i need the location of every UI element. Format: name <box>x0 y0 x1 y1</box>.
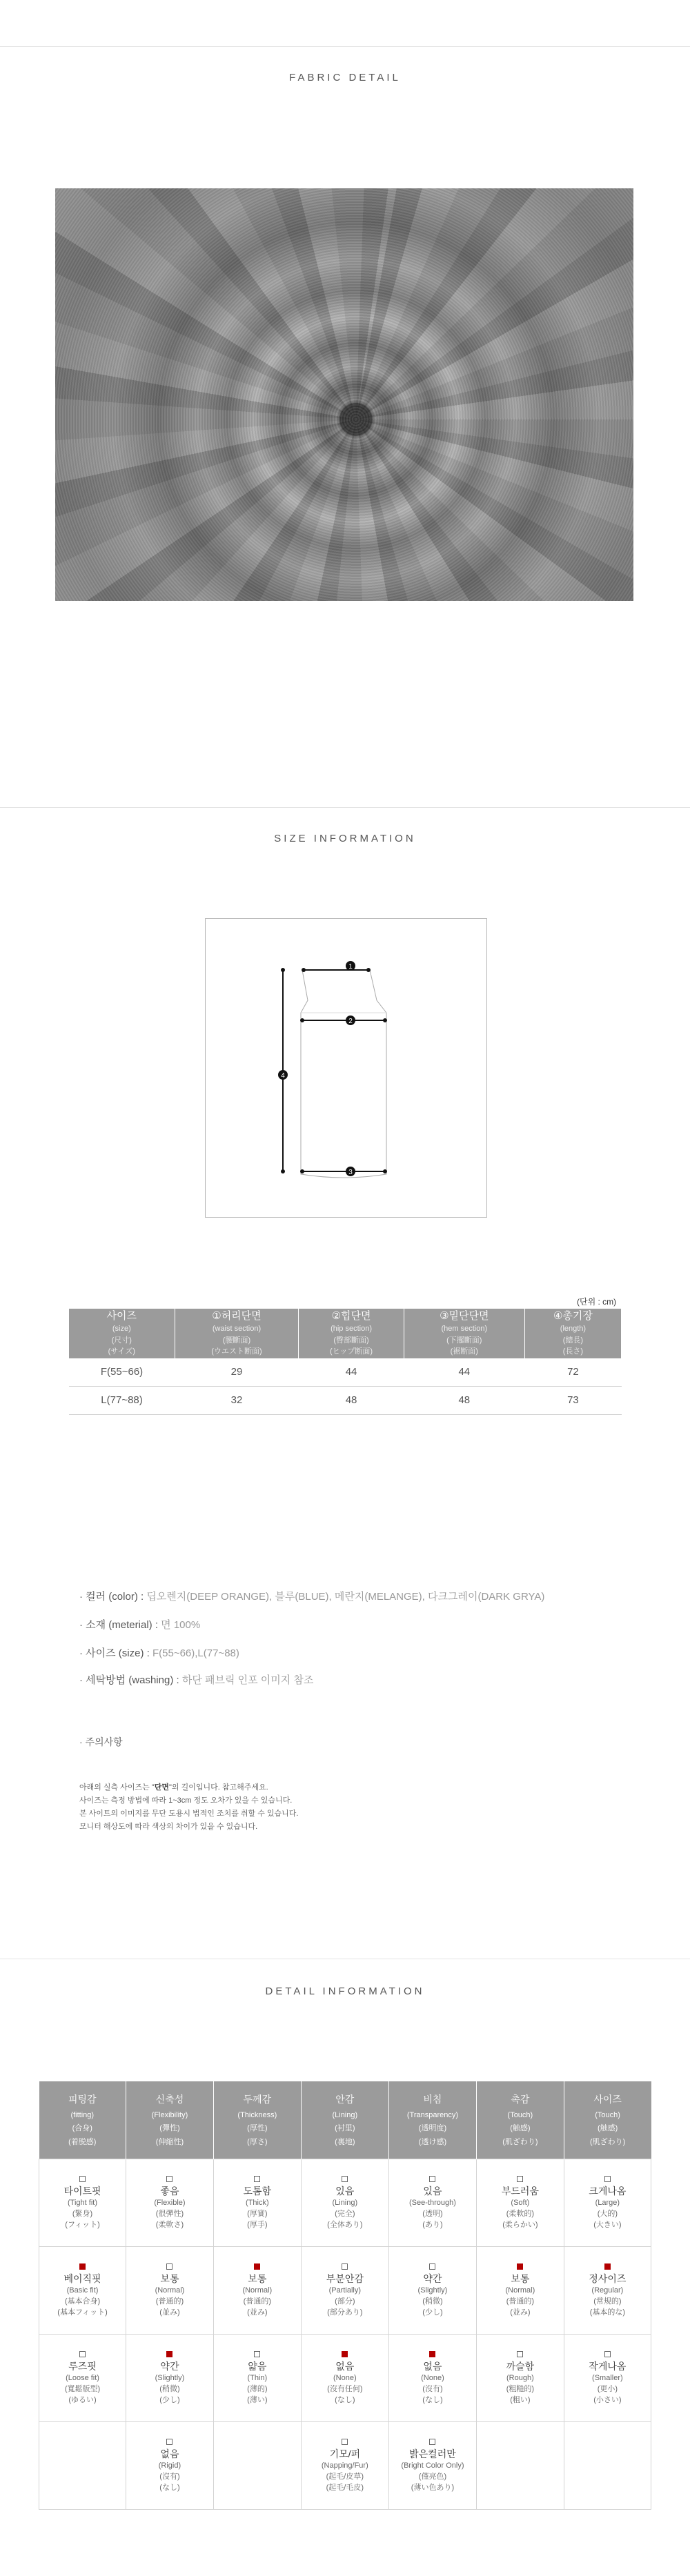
detail-option-text: (基本合身) <box>64 2297 101 2306</box>
detail-option-text: (Loose fit) <box>66 2373 99 2382</box>
detail-option-text: 있음 <box>335 2185 355 2197</box>
unchecked-box-icon <box>429 2263 435 2270</box>
checked-box-icon <box>254 2263 260 2270</box>
detail-option <box>301 2335 388 2422</box>
svg-text:4: 4 <box>281 1072 285 1080</box>
size-cell: 48 <box>299 1386 404 1414</box>
detail-option-text: 좋음 <box>160 2185 179 2197</box>
detail-option-text: 작게나옴 <box>589 2360 627 2372</box>
detail-option-text: 약간 <box>423 2272 442 2284</box>
detail-option-text: (少し) <box>422 2308 443 2317</box>
detail-option-text: 베이직핏 <box>63 2272 101 2284</box>
detail-option <box>388 2422 476 2510</box>
diagram-marker-1 <box>346 961 355 971</box>
detail-option-text: (なし) <box>335 2395 355 2404</box>
detail-option <box>213 2159 301 2247</box>
detail-option <box>301 2247 388 2335</box>
unchecked-box-icon <box>254 2176 260 2182</box>
size-cell: 32 <box>175 1386 299 1414</box>
detail-option <box>126 2422 214 2510</box>
detail-option-text: (大きい) <box>593 2220 622 2229</box>
detail-option-text: (厚實) <box>247 2209 268 2218</box>
size-header-hem: ③밑단단면 (hem section) (下擺斷面) (裾断面) <box>404 1309 524 1358</box>
detail-header-2: 두께감 (Thickness) (厚性) (厚さ) <box>213 2081 301 2159</box>
size-row <box>69 1386 622 1414</box>
detail-option-text: (常規的) <box>593 2297 622 2306</box>
detail-option-text: (完全) <box>335 2209 355 2218</box>
detail-option-text: (厚手) <box>247 2220 268 2229</box>
svg-text:1: 1 <box>348 963 353 971</box>
detail-option <box>388 2159 476 2247</box>
detail-option-text: (普通的) <box>155 2297 184 2306</box>
detail-option-text: (起毛/皮草) <box>326 2472 364 2481</box>
unchecked-box-icon <box>429 2439 435 2445</box>
detail-option-text: (普通的) <box>243 2297 271 2306</box>
detail-option-text: 도톰함 <box>243 2185 272 2197</box>
detail-option-text: (Thin) <box>247 2373 268 2382</box>
detail-header-1: 신축성 (Flexibility) (彈性) (伸縮性) <box>126 2081 214 2159</box>
detail-option-text: (稍微) <box>159 2384 180 2393</box>
detail-option-text: (部分あり) <box>327 2308 363 2317</box>
detail-option-text: (粗い) <box>510 2395 531 2404</box>
detail-option-text: (大的) <box>597 2209 618 2218</box>
detail-option <box>388 2247 476 2335</box>
size-table-header <box>69 1309 622 1358</box>
unit-label: (단위 : cm) <box>577 1297 617 1307</box>
detail-option-text: (並み) <box>247 2308 268 2317</box>
info-size: · 사이즈 (size) : F(55~66),L(77~88) <box>79 1647 239 1659</box>
notice-text: 아래의 실측 사이즈는 "단면"의 길이입니다. 참고해주세요. 사이즈는 측정 방법에 따라 1~3cm 정도 오차가 있을 수 있습니다. 본 사이트의 이미지를 무단 도용시 법적인 조치를 취할 수 있습니다. 모니터 해상도에 따라 색상의 차이가 있을 수 있습니다. <box>79 1783 299 1831</box>
detail-option-text: 타이트핏 <box>63 2185 101 2197</box>
detail-option-text: (粗糙的) <box>506 2384 535 2393</box>
detail-option <box>39 2159 126 2247</box>
detail-option-text: (なし) <box>422 2395 443 2404</box>
size-cell: 48 <box>404 1386 524 1414</box>
detail-option-text: 있음 <box>423 2185 442 2197</box>
detail-option-text: (稍微) <box>422 2297 443 2306</box>
detail-option-text: (並み) <box>510 2308 531 2317</box>
detail-option-text: (沒有任何) <box>327 2384 363 2393</box>
detail-option-text: (很彈性) <box>155 2209 184 2218</box>
detail-option <box>126 2335 214 2422</box>
detail-option <box>301 2159 388 2247</box>
divider-size <box>0 807 690 808</box>
detail-option-text: (柔らかい) <box>502 2220 538 2229</box>
detail-option-text: 까슬함 <box>506 2360 535 2372</box>
detail-row <box>39 2247 651 2335</box>
size-cell: 29 <box>175 1358 299 1386</box>
unchecked-box-icon <box>166 2263 172 2270</box>
detail-option-text: (僅亮色) <box>418 2472 447 2481</box>
detail-option <box>564 2335 651 2422</box>
detail-option-text: 보통 <box>511 2272 530 2284</box>
detail-option-text: (See-through) <box>409 2198 456 2207</box>
detail-option-text: 얇음 <box>248 2360 267 2372</box>
detail-option-text: (起毛/毛皮) <box>326 2483 364 2492</box>
detail-header-0: 피팅감 (fitting) (合身) (着脱感) <box>39 2081 126 2159</box>
unchecked-box-icon <box>79 2351 86 2357</box>
detail-option-text: (Basic fit) <box>66 2286 99 2295</box>
skirt-size-diagram <box>205 918 487 1218</box>
detail-option-text: (None) <box>421 2373 444 2382</box>
detail-information-title: DETAIL INFORMATION <box>265 1985 425 1997</box>
size-header-waist: ①허리단면 (waist section) (腰斷面) (ウエスト断面) <box>175 1309 299 1358</box>
unchecked-box-icon <box>166 2439 172 2445</box>
detail-option-text: (Flexible) <box>154 2198 186 2207</box>
detail-header-4: 비침 (Transparency) (透明度) (透け感) <box>388 2081 476 2159</box>
detail-option-text: 밝은컬러만 <box>409 2448 456 2459</box>
detail-option <box>39 2247 126 2335</box>
size-cell: L(77~88) <box>69 1386 175 1414</box>
unchecked-box-icon <box>604 2351 611 2357</box>
detail-option-text: (フィット) <box>65 2220 100 2229</box>
detail-option-text: 없음 <box>335 2360 355 2372</box>
detail-option-text: (全体あり) <box>327 2220 363 2229</box>
detail-option-text: (Soft) <box>511 2198 530 2207</box>
detail-empty-cell <box>477 2422 564 2510</box>
detail-option-text: (柔軟さ) <box>155 2220 184 2229</box>
size-header-size: 사이즈 (size) (尺寸) (サイズ) <box>69 1309 175 1358</box>
detail-option-text: (Lining) <box>332 2198 358 2207</box>
detail-option <box>126 2159 214 2247</box>
svg-text:2: 2 <box>348 1018 353 1025</box>
fabric-detail-title: FABRIC DETAIL <box>289 72 401 83</box>
checked-box-icon <box>517 2263 523 2270</box>
fabric-photo <box>55 188 633 601</box>
detail-option <box>388 2335 476 2422</box>
detail-empty-cell <box>564 2422 651 2510</box>
detail-option-text: (None) <box>333 2373 357 2382</box>
detail-option <box>564 2159 651 2247</box>
detail-row <box>39 2422 651 2510</box>
notice-title: · 주의사항 <box>79 1736 123 1747</box>
detail-option <box>564 2247 651 2335</box>
unchecked-box-icon <box>342 2176 348 2182</box>
detail-option-text: 보통 <box>248 2272 267 2284</box>
detail-option-text: (沒有) <box>422 2384 443 2393</box>
detail-option-text: 보통 <box>160 2272 179 2284</box>
detail-option-text: 부드러움 <box>501 2185 539 2197</box>
detail-option <box>39 2335 126 2422</box>
detail-header-5: 촉감 (Touch) (触感) (肌ざわり) <box>477 2081 564 2159</box>
checked-box-icon <box>429 2351 435 2357</box>
detail-empty-cell <box>213 2422 301 2510</box>
unchecked-box-icon <box>429 2176 435 2182</box>
unchecked-box-icon <box>166 2176 172 2182</box>
detail-option-text: (薄的) <box>247 2384 268 2393</box>
detail-option-text: 루즈핏 <box>68 2360 97 2372</box>
detail-option-text: (薄い) <box>247 2395 268 2404</box>
detail-option-text: (Normal) <box>155 2286 185 2295</box>
svg-text:3: 3 <box>348 1169 353 1176</box>
detail-option-text: 없음 <box>423 2360 442 2372</box>
detail-header-6: 사이즈 (Touch) (触感) (肌ざわり) <box>564 2081 651 2159</box>
unchecked-box-icon <box>79 2176 86 2182</box>
diagram-marker-4 <box>278 1070 288 1080</box>
detail-option-text: (なし) <box>159 2483 180 2492</box>
size-cell: 44 <box>404 1358 524 1386</box>
detail-option-text: (Regular) <box>591 2286 624 2295</box>
detail-option-text: (Bright Color Only) <box>401 2461 464 2470</box>
diagram-marker-3 <box>346 1167 355 1176</box>
detail-option-text: 부분안감 <box>326 2272 364 2284</box>
detail-option-text: (Normal) <box>505 2286 535 2295</box>
detail-option-text: (Rigid) <box>158 2461 181 2470</box>
detail-header-3: 안감 (Lining) (衬里) (裏地) <box>301 2081 388 2159</box>
size-row <box>69 1358 622 1386</box>
detail-option-text: (ゆるい) <box>68 2395 97 2404</box>
detail-option <box>477 2335 564 2422</box>
detail-option <box>477 2247 564 2335</box>
detail-option-text: 정사이즈 <box>589 2272 627 2284</box>
detail-option-text: (寬鬆版型) <box>64 2384 101 2393</box>
detail-row <box>39 2335 651 2422</box>
detail-table-header <box>39 2081 651 2159</box>
detail-option <box>301 2422 388 2510</box>
detail-option-text: 약간 <box>160 2360 179 2372</box>
detail-option-text: (沒有) <box>159 2472 180 2481</box>
skirt-diagram-svg <box>206 919 486 1217</box>
detail-option-text: (薄い色あり) <box>411 2483 455 2492</box>
detail-option-text: (柔軟的) <box>506 2209 535 2218</box>
detail-option-text: (部分) <box>335 2297 355 2306</box>
checked-box-icon <box>342 2351 348 2357</box>
detail-option-text: (Napping/Fur) <box>321 2461 368 2470</box>
size-information-title: SIZE INFORMATION <box>274 833 416 844</box>
detail-option <box>213 2247 301 2335</box>
size-cell: 72 <box>524 1358 621 1386</box>
size-header-hip: ②힙단면 (hip section) (臀部斷面) (ヒップ断面) <box>299 1309 404 1358</box>
detail-option-text: (並み) <box>159 2308 180 2317</box>
size-cell: F(55~66) <box>69 1358 175 1386</box>
detail-option-text: (Partially) <box>328 2286 362 2295</box>
detail-option-text: (Rough) <box>506 2373 534 2382</box>
detail-option-text: (Smaller) <box>592 2373 623 2382</box>
unchecked-box-icon <box>517 2351 523 2357</box>
info-washing: · 세탁방법 (washing) : 하단 패브릭 인포 이미지 참조 <box>79 1674 314 1686</box>
checked-box-icon <box>79 2263 86 2270</box>
size-table <box>69 1309 622 1415</box>
info-color: · 컬러 (color) : 딥오렌지(DEEP ORANGE), 블루(BLUE), 메란지(MELANGE), 다크그레이(DARK GRYA) <box>79 1591 545 1603</box>
detail-option-text: (Large) <box>595 2198 620 2207</box>
detail-option <box>213 2335 301 2422</box>
detail-option-text: (基本フィット) <box>57 2308 108 2317</box>
info-material: · 소재 (meterial) : 면 100% <box>79 1619 201 1631</box>
detail-option-text: (Tight fit) <box>68 2198 98 2207</box>
detail-option-text: (緊身) <box>72 2209 93 2218</box>
detail-option-text: (Normal) <box>242 2286 273 2295</box>
detail-option-text: (普通的) <box>506 2297 535 2306</box>
size-header-length: ④총기장 (length) (總長) (長さ) <box>524 1309 621 1358</box>
unchecked-box-icon <box>517 2176 523 2182</box>
detail-option-text: 기모/퍼 <box>329 2448 361 2459</box>
size-cell: 44 <box>299 1358 404 1386</box>
unchecked-box-icon <box>342 2263 348 2270</box>
detail-option-text: (透明) <box>422 2209 443 2218</box>
detail-option-text: 크게나옴 <box>589 2185 627 2197</box>
detail-row <box>39 2159 651 2247</box>
unchecked-box-icon <box>342 2439 348 2445</box>
unchecked-box-icon <box>254 2351 260 2357</box>
detail-option <box>126 2247 214 2335</box>
detail-option-text: (あり) <box>422 2220 443 2229</box>
diagram-marker-2 <box>346 1015 355 1025</box>
detail-option-text: (Thick) <box>246 2198 269 2207</box>
detail-option-text: (更小) <box>597 2384 618 2393</box>
size-cell: 73 <box>524 1386 621 1414</box>
unchecked-box-icon <box>604 2176 611 2182</box>
top-divider <box>0 46 690 47</box>
checked-box-icon <box>166 2351 172 2357</box>
detail-empty-cell <box>39 2422 126 2510</box>
detail-option-text: (小さい) <box>593 2395 622 2404</box>
detail-option-text: (少し) <box>159 2395 180 2404</box>
detail-table <box>39 2081 651 2510</box>
detail-option-text: (基本的な) <box>589 2308 626 2317</box>
detail-option <box>477 2159 564 2247</box>
detail-option-text: (Slightly) <box>155 2373 185 2382</box>
detail-option-text: (Slightly) <box>417 2286 448 2295</box>
checked-box-icon <box>604 2263 611 2270</box>
detail-option-text: 없음 <box>160 2448 179 2459</box>
